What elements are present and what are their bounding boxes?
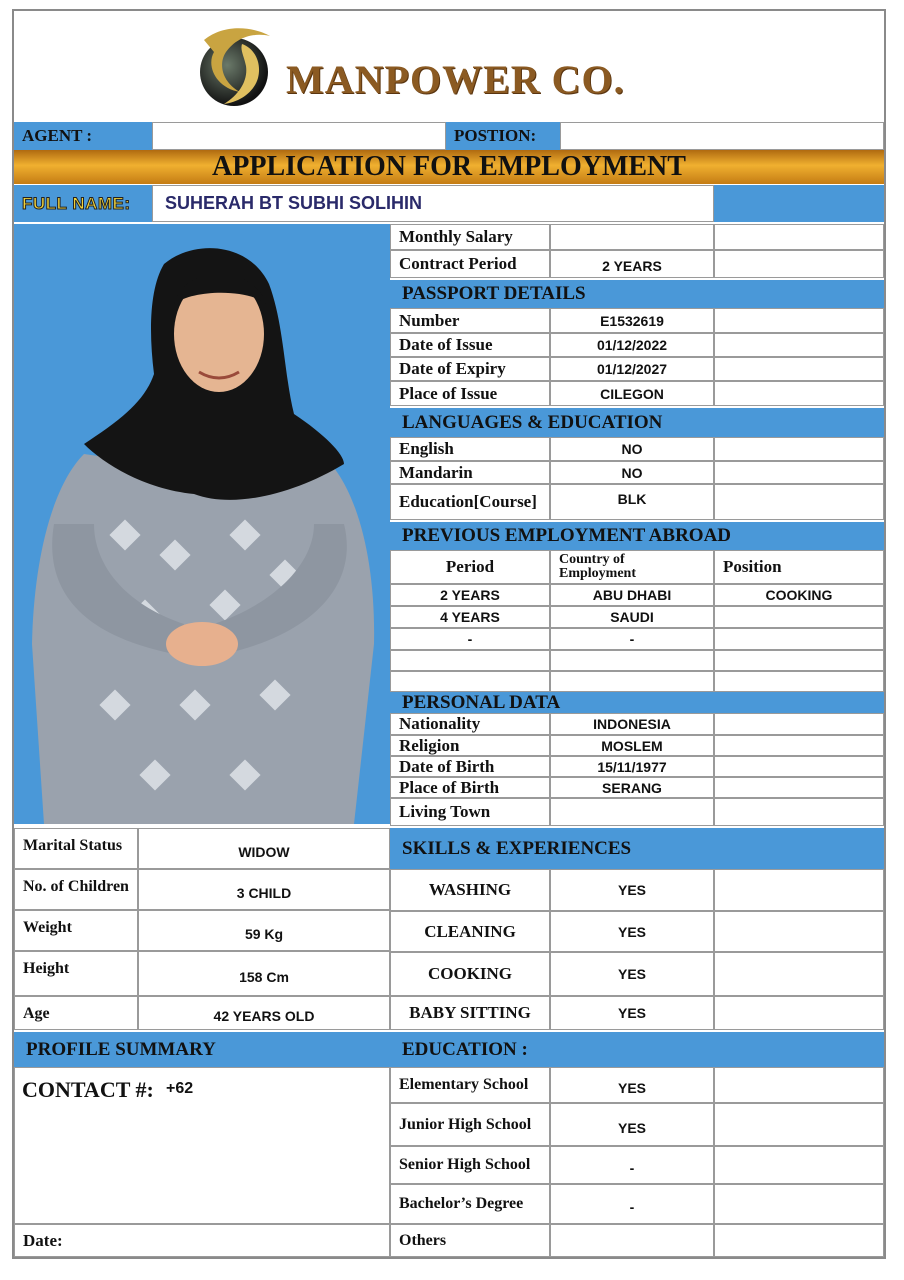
prev-position-cell[interactable] — [714, 628, 884, 650]
english-value[interactable]: NO — [550, 437, 714, 461]
skill-value[interactable]: YES — [550, 996, 714, 1030]
language-extra — [714, 437, 884, 461]
bio-label: Marital Status — [14, 828, 138, 869]
education-label: Elementary School — [390, 1067, 550, 1103]
fullname-label — [14, 185, 152, 222]
language-extra — [714, 461, 884, 484]
skill-label: BABY SITTING — [390, 996, 550, 1030]
personal-label: Nationality — [390, 713, 550, 735]
language-extra — [714, 484, 884, 520]
skill-label: CLEANING — [390, 911, 550, 952]
education-extra — [714, 1103, 884, 1146]
education-value[interactable]: - — [550, 1146, 714, 1184]
skill-extra — [714, 911, 884, 952]
education-extra — [714, 1184, 884, 1224]
applicant-photo — [14, 224, 390, 824]
contract-period-value[interactable]: 2 YEARS — [550, 250, 714, 278]
prev-period-cell[interactable]: 2 YEARS — [390, 584, 550, 606]
prev-header-country: Country of Employment — [550, 550, 714, 584]
contract-period-label: Contract Period — [390, 250, 550, 278]
passport-extra — [714, 308, 884, 333]
company-logo-icon — [196, 22, 276, 112]
bio-label: Height — [14, 951, 138, 996]
passport-extra — [714, 357, 884, 381]
skill-label: WASHING — [390, 869, 550, 911]
education-value[interactable]: YES — [550, 1103, 714, 1146]
passport-extra — [714, 333, 884, 357]
prev-country-cell[interactable] — [550, 650, 714, 671]
education-course-value[interactable]: BLK — [550, 484, 714, 520]
fullname-value: SUHERAH BT SUBHI SOLIHIN — [165, 193, 423, 213]
bio-value[interactable]: WIDOW — [138, 828, 390, 869]
personal-data-title: PERSONAL DATA — [390, 692, 884, 713]
contact-label: CONTACT #: — [22, 1077, 154, 1102]
personal-extra — [714, 756, 884, 777]
bio-label: No. of Children — [14, 869, 138, 910]
personal-extra — [714, 735, 884, 756]
education-label: Bachelor’s Degree — [390, 1184, 550, 1224]
skill-label: COOKING — [390, 952, 550, 996]
languages-section-title: LANGUAGES & EDUCATION — [390, 408, 884, 437]
monthly-salary-value[interactable] — [550, 224, 714, 250]
passport-number-value[interactable]: E1532619 — [550, 308, 714, 333]
passport-issue-place-label: Place of Issue — [390, 381, 550, 406]
personal-value[interactable] — [550, 798, 714, 826]
prev-country-cell[interactable]: ABU DHABI — [550, 584, 714, 606]
mandarin-label: Mandarin — [390, 461, 550, 484]
education-value[interactable]: - — [550, 1184, 714, 1224]
passport-extra — [714, 381, 884, 406]
mandarin-value[interactable]: NO — [550, 461, 714, 484]
personal-value[interactable]: 15/11/1977 — [550, 756, 714, 777]
passport-expiry-date-label: Date of Expiry — [390, 357, 550, 381]
prev-country-cell[interactable] — [550, 671, 714, 692]
fullname-extra — [714, 185, 884, 222]
education-section-title: EDUCATION : — [390, 1032, 884, 1067]
bio-label: Age — [14, 996, 138, 1030]
bio-value[interactable]: 42 YEARS OLD — [138, 996, 390, 1030]
passport-issue-place-value[interactable]: CILEGON — [550, 381, 714, 406]
bio-value[interactable]: 3 CHILD — [138, 869, 390, 910]
monthly-salary-extra — [714, 224, 884, 250]
company-name: MANPOWER CO. — [286, 57, 625, 102]
education-extra — [714, 1224, 884, 1257]
prev-position-cell[interactable]: COOKING — [714, 584, 884, 606]
personal-value[interactable]: INDONESIA — [550, 713, 714, 735]
prev-period-cell[interactable]: 4 YEARS — [390, 606, 550, 628]
personal-label: Living Town — [390, 798, 550, 826]
contact-value[interactable]: +62 — [166, 1080, 194, 1097]
person-photo-icon — [14, 224, 390, 824]
personal-value[interactable]: SERANG — [550, 777, 714, 798]
education-course-label: Education[Course] — [390, 484, 550, 520]
passport-issue-date-label: Date of Issue — [390, 333, 550, 357]
education-extra — [714, 1146, 884, 1184]
bio-value[interactable]: 59 Kg — [138, 910, 390, 951]
skill-extra — [714, 869, 884, 911]
contract-period-extra — [714, 250, 884, 278]
skill-value[interactable]: YES — [550, 911, 714, 952]
bio-label: Weight — [14, 910, 138, 951]
personal-label: Place of Birth — [390, 777, 550, 798]
personal-extra — [714, 798, 884, 826]
prev-country-cell[interactable]: - — [550, 628, 714, 650]
skill-value[interactable]: YES — [550, 869, 714, 911]
passport-expiry-date-value[interactable]: 01/12/2027 — [550, 357, 714, 381]
education-label: Others — [390, 1224, 550, 1257]
date-label: Date: — [14, 1224, 390, 1257]
prev-country-cell[interactable]: SAUDI — [550, 606, 714, 628]
skill-extra — [714, 952, 884, 996]
passport-section-title: PASSPORT DETAILS — [390, 280, 884, 308]
education-label: Senior High School — [390, 1146, 550, 1184]
personal-label: Date of Birth — [390, 756, 550, 777]
skills-section-title: SKILLS & EXPERIENCES — [390, 828, 884, 869]
prev-period-cell[interactable]: - — [390, 628, 550, 650]
personal-value[interactable]: MOSLEM — [550, 735, 714, 756]
prev-position-cell[interactable] — [714, 650, 884, 671]
education-label: Junior High School — [390, 1103, 550, 1146]
bio-value[interactable]: 158 Cm — [138, 951, 390, 996]
english-label: English — [390, 437, 550, 461]
prev-period-cell[interactable] — [390, 650, 550, 671]
prev-header-period: Period — [390, 550, 550, 584]
personal-extra — [714, 777, 884, 798]
fullname-label-text: FULL NAME: — [22, 193, 131, 213]
position-field[interactable] — [560, 122, 884, 150]
prev-position-cell[interactable] — [714, 671, 884, 692]
personal-label: Religion — [390, 735, 550, 756]
profile-summary-title: PROFILE SUMMARY — [14, 1032, 390, 1067]
logo-area — [170, 14, 744, 118]
previous-employment-title: PREVIOUS EMPLOYMENT ABROAD — [390, 522, 884, 550]
personal-extra — [714, 713, 884, 735]
skill-extra — [714, 996, 884, 1030]
agent-field[interactable] — [152, 122, 446, 150]
form-title: APPLICATION FOR EMPLOYMENT — [14, 150, 884, 184]
education-extra — [714, 1067, 884, 1103]
fullname-field[interactable] — [152, 185, 714, 222]
passport-number-label: Number — [390, 308, 550, 333]
agent-label: AGENT : — [14, 122, 152, 150]
education-value[interactable] — [550, 1224, 714, 1257]
prev-position-cell[interactable] — [714, 606, 884, 628]
monthly-salary-label: Monthly Salary — [390, 224, 550, 250]
prev-period-cell[interactable] — [390, 671, 550, 692]
education-value[interactable]: YES — [550, 1067, 714, 1103]
passport-issue-date-value[interactable]: 01/12/2022 — [550, 333, 714, 357]
position-label: POSTION: — [446, 122, 560, 150]
prev-header-position: Position — [714, 550, 884, 584]
skill-value[interactable]: YES — [550, 952, 714, 996]
